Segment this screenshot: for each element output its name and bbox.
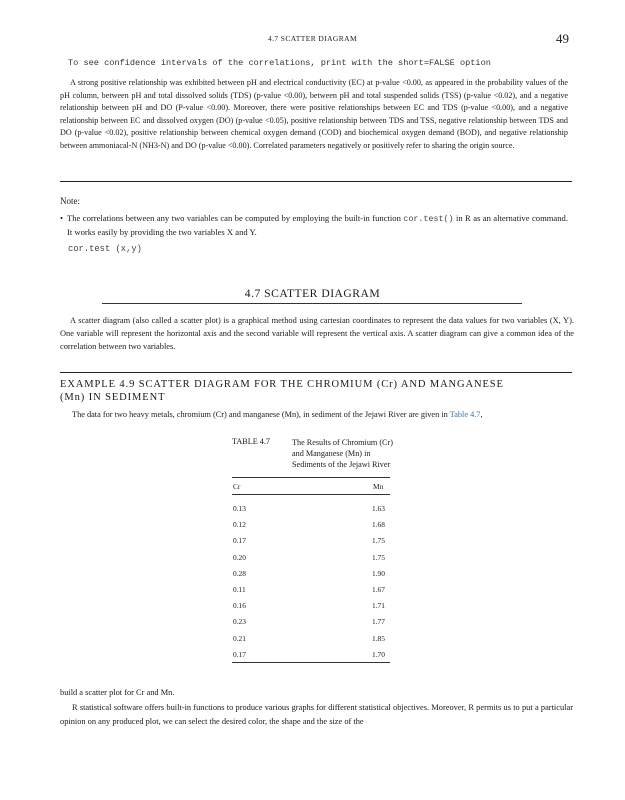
table-cell-mn: 1.68 xyxy=(372,520,385,530)
table-caption: The Results of Chromium (Cr) and Manganese (Mn) in Sediments of the Jejawi River xyxy=(292,438,393,469)
bullet-dot: • xyxy=(60,213,64,223)
table-top-rule xyxy=(232,477,390,478)
page-number: 49 xyxy=(556,31,569,46)
table-cell-cr: 0.20 xyxy=(233,552,246,562)
closing-line-1: build a scatter plot for Cr and Mn. xyxy=(60,688,175,697)
example-title xyxy=(60,379,572,404)
note-label: Note: xyxy=(60,196,80,206)
results-text: A strong positive relationship was exhibited between pH and electrical conductivity (EC) at p-value <0.00, as appeared in the probability values of the pH column, between pH and total dissolved solids (TDS) (p-value <0.00), between pH and total suspended solids (TSS) (p-value <0.02), and a negative relationship between pH and DO (P-value <0.00). Moreover, there were positive relationships between EC and TDS (p-value <0.00), and a negative relationship between EC and dissolved oxygen (DO) (p-value <0.05), positive relationship between TDS and TSS, negative relationship between TDS and DO (p-value <0.02), positive relationship between chemical oxygen demand (COD) and biochemical oxygen demand (BOD), and negative relationship between ammoniacal-N (NH3-N) and DO (p-value <0.00). Correlated parameters negatively or positively refer to sharing the origin source. xyxy=(60,78,568,150)
table-cell-cr: 0.13 xyxy=(233,504,246,513)
note-bullet xyxy=(60,212,568,239)
closing-line-2: R statistical software offers built-in functions to produce various graphs for different statistical objectives. Moreover, R permits us to put a particular opinion on any produced plot, we can select the desired color, the shape and the size of the xyxy=(60,702,573,726)
table-cell-mn: 1.77 xyxy=(372,617,385,627)
example-intro: The data for two heavy metals, chromium (Cr) and manganese (Mn), in sediment of the Jejawi River are given in Table 4.7, xyxy=(72,410,483,419)
code-example: cor.test (x,y) xyxy=(68,244,142,254)
table-cell-mn: 1.67 xyxy=(372,585,385,594)
table-header-mn: Mn xyxy=(373,482,384,491)
table-cell-cr: 0.21 xyxy=(233,633,246,643)
table-header-rule xyxy=(232,494,390,495)
table-cell-mn: 1.71 xyxy=(372,601,385,611)
example-title-line-1: EXAMPLE 4.9 SCATTER DIAGRAM FOR THE CHROMIUM (Cr) AND MANGANESE xyxy=(60,379,504,390)
table-header-cr: Cr xyxy=(233,482,241,491)
example-title-line-2: (Mn) IN SEDIMENT xyxy=(60,391,166,403)
section-paragraph xyxy=(60,314,574,353)
note-top-rule xyxy=(60,181,572,182)
table-cell-cr: 0.17 xyxy=(233,649,246,659)
table-cell-mn: 1.70 xyxy=(372,649,385,659)
table-cell-cr: 0.28 xyxy=(233,568,246,578)
closing-paragraph xyxy=(60,686,573,730)
table-cell-cr: 0.12 xyxy=(233,520,246,530)
table-bottom-rule xyxy=(232,662,390,663)
table-label: TABLE 4.7 xyxy=(232,437,271,446)
table-cell-cr: 0.17 xyxy=(233,536,246,546)
table-link[interactable]: Table 4.7 xyxy=(449,410,481,419)
inline-code: cor.test() xyxy=(403,214,454,224)
code-instruction: To see confidence intervals of the correlations, print with the short=FALSE option xyxy=(68,58,491,68)
table-cell-mn: 1.85 xyxy=(372,633,385,643)
example-top-rule xyxy=(60,372,572,373)
table-cell-mn: 1.63 xyxy=(372,504,385,513)
table-cell-cr: 0.23 xyxy=(233,617,246,627)
section-paragraph-text: A scatter diagram (also called a scatter plot) is a graphical method using cartesian coordinates to represent the data values for two variables (X, Y). One variable will represent the horizontal axis and the second variable will represent the vertical axis. A scatter diagram can give a common idea of the correlation between two variables. xyxy=(60,316,574,351)
table-cell-mn: 1.75 xyxy=(372,536,385,546)
note-bullet-text: The correlations between any two variables can be computed by employing the built-in function cor.test() in R as an alternative command. It works easily by providing the two variables X and Y. xyxy=(67,213,568,237)
section-title-underline xyxy=(102,303,522,304)
results-paragraph xyxy=(60,77,568,153)
table-cell-mn: 1.90 xyxy=(372,568,385,578)
table-cell-mn: 1.75 xyxy=(372,552,385,562)
table-cell-cr: 0.11 xyxy=(233,585,246,594)
running-header-title: 4.7 SCATTER DIAGRAM xyxy=(267,34,358,43)
table-cell-cr: 0.16 xyxy=(233,601,246,611)
section-title: 4.7 SCATTER DIAGRAM xyxy=(244,287,381,300)
